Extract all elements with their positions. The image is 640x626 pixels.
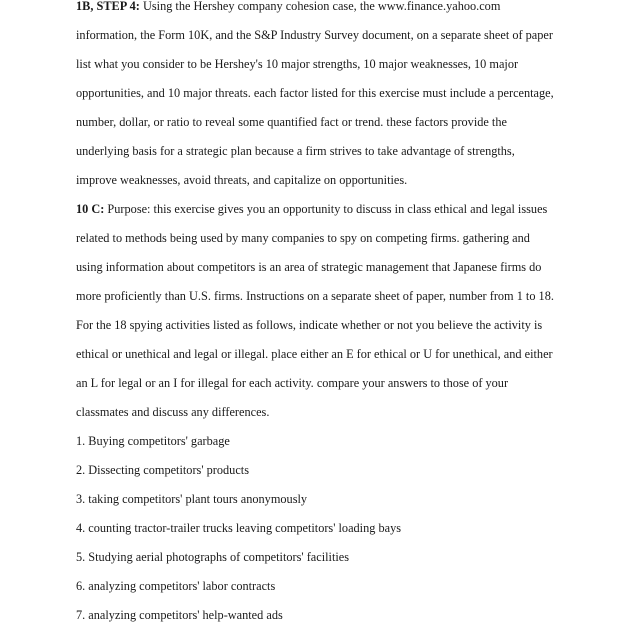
list-item: 6. analyzing competitors' labor contracts bbox=[76, 579, 276, 593]
section-10c-line-2: related to methods being used by many companies to spy on competing firms. gathering and bbox=[76, 231, 530, 245]
section-1b-line-3: list what you consider to be Hershey's 10 major strengths, 10 major weaknesses, 10 major bbox=[76, 57, 519, 71]
list-item: 2. Dissecting competitors' products bbox=[76, 463, 249, 477]
section-10c-line-8: classmates and discuss any differences. bbox=[76, 405, 270, 419]
section-10c-text: Purpose: this exercise gives you an opportunity to discuss in class ethical and legal issues bbox=[104, 202, 548, 216]
section-1b-line-2: information, the Form 10K, and the S&P Industry Survey document, on a separate sheet of paper bbox=[76, 28, 553, 42]
section-1b-line-1 bbox=[76, 0, 576, 14]
section-10c-line-7: an L for legal or an I for illegal for each activity. compare your answers to those of your bbox=[76, 376, 509, 390]
section-10c-line-6: ethical or unethical and legal or illegal. place either an E for ethical or U for unethical, and either bbox=[76, 347, 553, 361]
list-item: 7. analyzing competitors' help-wanted ads bbox=[76, 608, 283, 622]
section-10c-line-3: using information about competitors is an area of strategic management that Japanese firms do bbox=[76, 260, 542, 274]
section-1b-line-5: number, dollar, or ratio to reveal some quantified fact or trend. these factors provide the bbox=[76, 115, 507, 129]
section-1b-line-4: opportunities, and 10 major threats. each factor listed for this exercise must include a percentage, bbox=[76, 86, 554, 100]
section-1b-label: 1B, STEP 4: bbox=[76, 0, 140, 13]
list-item: 4. counting tractor-trailer trucks leaving competitors' loading bays bbox=[76, 521, 402, 535]
section-1b-text: Using the Hershey company cohesion case, the www.finance.yahoo.com bbox=[139, 0, 501, 13]
section-10c-label: 10 C: bbox=[76, 202, 105, 216]
list-item: 1. Buying competitors' garbage bbox=[76, 434, 230, 448]
section-10c-line-1 bbox=[76, 201, 576, 217]
section-1b-line-6: underlying basis for a strategic plan because a firm strives to take advantage of strengths, bbox=[76, 144, 515, 158]
section-10c-line-5: For the 18 spying activities listed as follows, indicate whether or not you believe the activity is bbox=[76, 318, 543, 332]
section-10c-line-4: more proficiently than U.S. firms. Instructions on a separate sheet of paper, number from 1 to 18. bbox=[76, 289, 554, 303]
section-1b-line-7: improve weaknesses, avoid threats, and capitalize on opportunities. bbox=[76, 173, 408, 187]
list-item: 3. taking competitors' plant tours anonymously bbox=[76, 492, 308, 506]
list-item: 5. Studying aerial photographs of competitors' facilities bbox=[76, 550, 350, 564]
